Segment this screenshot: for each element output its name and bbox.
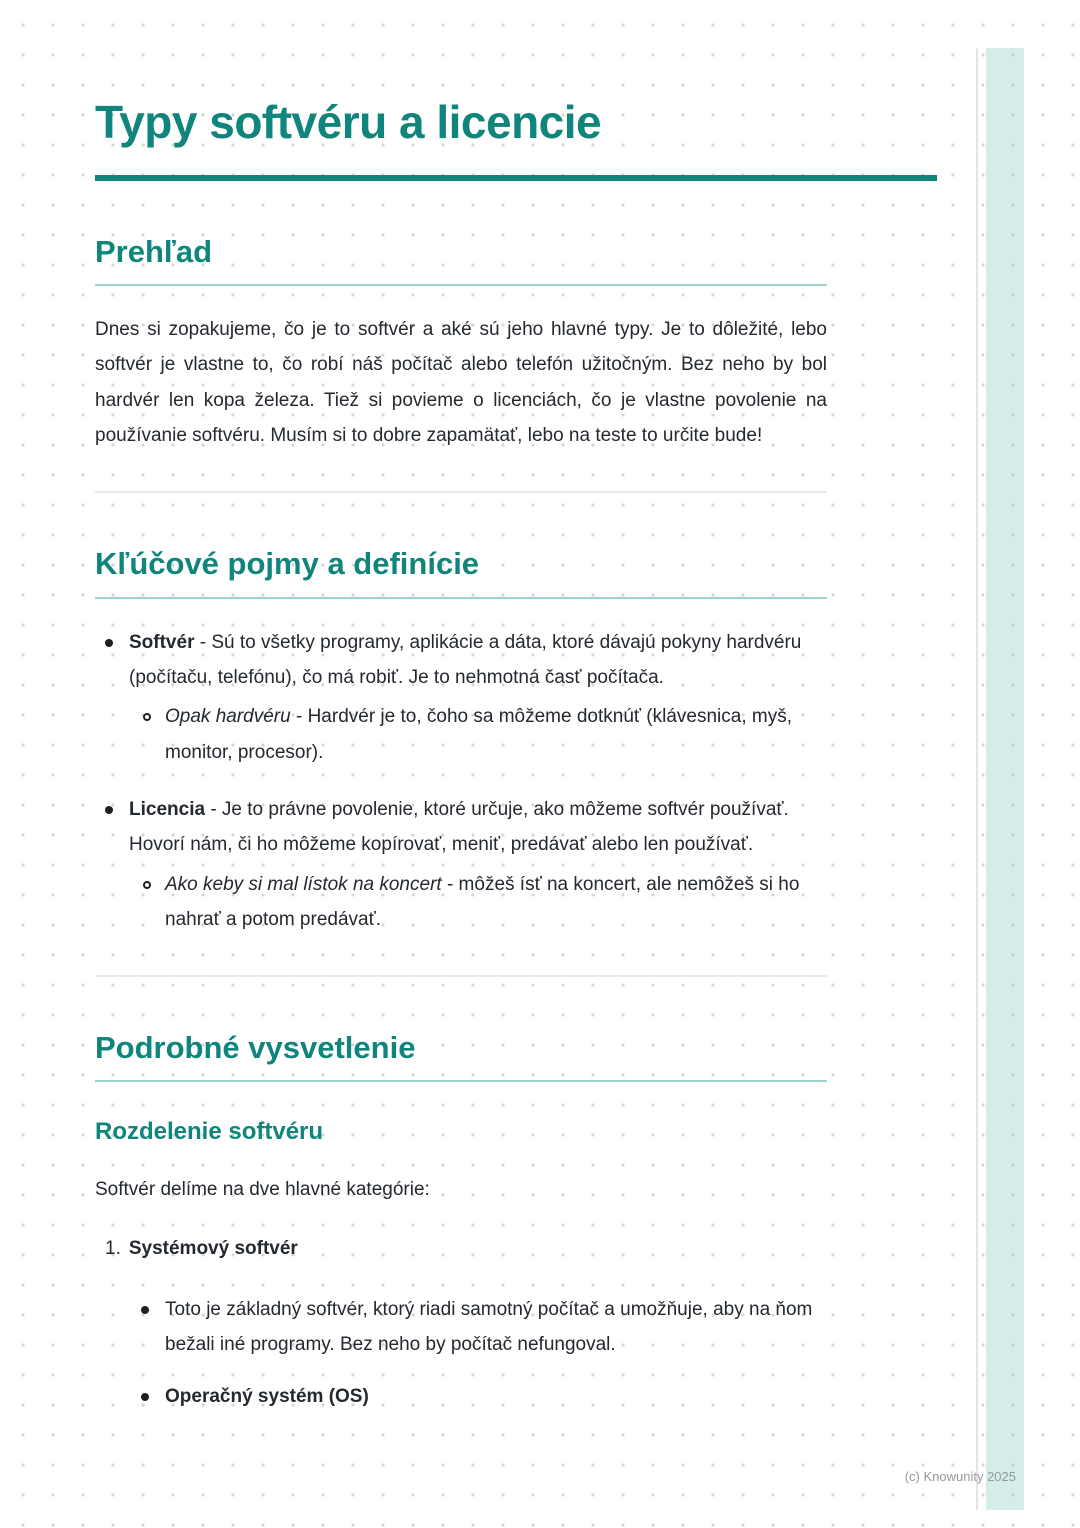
key-terms-heading: Kľúčové pojmy a definície [95, 546, 480, 582]
detail-intro: Softvér delíme na dve hlavné kategórie: [95, 1179, 430, 1201]
bullet-disc-icon [141, 1393, 149, 1401]
title-underline-rule [95, 175, 937, 181]
term-definition: - Je to právne povolenie, ktoré určuje, ako môžeme softvér používať. Hovorí nám, či ho môžeme kopírovať, meniť, predávať alebo len používať. [129, 798, 789, 856]
section-divider [95, 491, 827, 493]
key-terms-heading-rule [95, 597, 827, 599]
overview-heading: Prehľad [95, 233, 213, 269]
numbered-item-title: Systémový softvér [128, 1237, 298, 1259]
term-definition: - Sú to všetky programy, aplikácie a dáta, ktoré dávajú pokyny hardvéru (počítaču, telefónu), čo má robiť. Je to nehmotná časť počítača. [129, 631, 802, 688]
detail-subheading: Rozdelenie softvéru [95, 1118, 324, 1146]
list-item [95, 1379, 827, 1414]
term-label: Softvér [129, 631, 195, 653]
bullet-text: Toto je základný softvér, ktorý riadi samotný počítač a umožňuje, aby na ňom bežali iné programy. Bez neho by počítač nefungoval. [165, 1299, 813, 1356]
list-item [105, 792, 827, 937]
overview-heading-rule [95, 284, 827, 286]
detail-bullet-list [95, 1292, 827, 1414]
key-terms-list [95, 625, 827, 938]
bullet-disc-icon [141, 1306, 149, 1314]
section-key-terms [95, 545, 937, 937]
sub-item-body [165, 699, 827, 770]
sub-term-label: Opak hardvéru [165, 706, 291, 728]
side-accent-stripe [986, 48, 1024, 1510]
sub-item-body [165, 867, 827, 938]
numbered-item [95, 1234, 937, 1264]
bullet-circle-icon [143, 713, 151, 721]
copyright-footer: (c) Knowunity 2025 [904, 1469, 1016, 1484]
side-divider-line [976, 48, 978, 1510]
term-label: Licencia [129, 798, 206, 820]
section-detail [95, 1029, 937, 1414]
detail-heading: Podrobné vysvetlenie [95, 1030, 416, 1066]
section-divider [95, 975, 827, 977]
bullet-circle-icon [143, 881, 151, 889]
bullet-disc-icon [105, 639, 113, 647]
bullet-text: Operačný systém (OS) [165, 1385, 369, 1407]
sub-term-label: Ako keby si mal lístok na koncert [165, 873, 442, 895]
sub-term-definition: - Hardvér je to, čoho sa môžeme dotknúť (klávesnica, myš, monitor, procesor). [165, 706, 793, 763]
overview-paragraph: Dnes si zopakujeme, čo je to softvér a aké sú jeho hlavné typy. Je to dôležité, lebo softvér je vlastne to, čo robí náš počítač alebo telefón užitočným. Bez neho by bol hardvér len kopa železa. Tiež si povieme o licenciách, čo je vlastne povolenie na používanie softvéru. Musím si to dobre zapamätať, lebo na teste to určite bude! [95, 319, 827, 447]
sub-term-definition: - môžeš ísť na koncert, ale nemôžeš si ho nahrať a potom predávať. [165, 873, 800, 930]
item-number: 1. [105, 1237, 121, 1259]
content-column [95, 0, 937, 1430]
list-item-body [129, 625, 827, 770]
section-overview [95, 233, 937, 454]
list-item [95, 1292, 827, 1363]
sub-list-item [129, 867, 827, 938]
bullet-disc-icon [105, 806, 113, 814]
list-item-body [129, 792, 827, 937]
sub-list-item [129, 699, 827, 770]
list-item [105, 625, 827, 770]
detail-heading-rule [95, 1080, 827, 1082]
page-title: Typy softvéru a licencie [95, 96, 602, 148]
